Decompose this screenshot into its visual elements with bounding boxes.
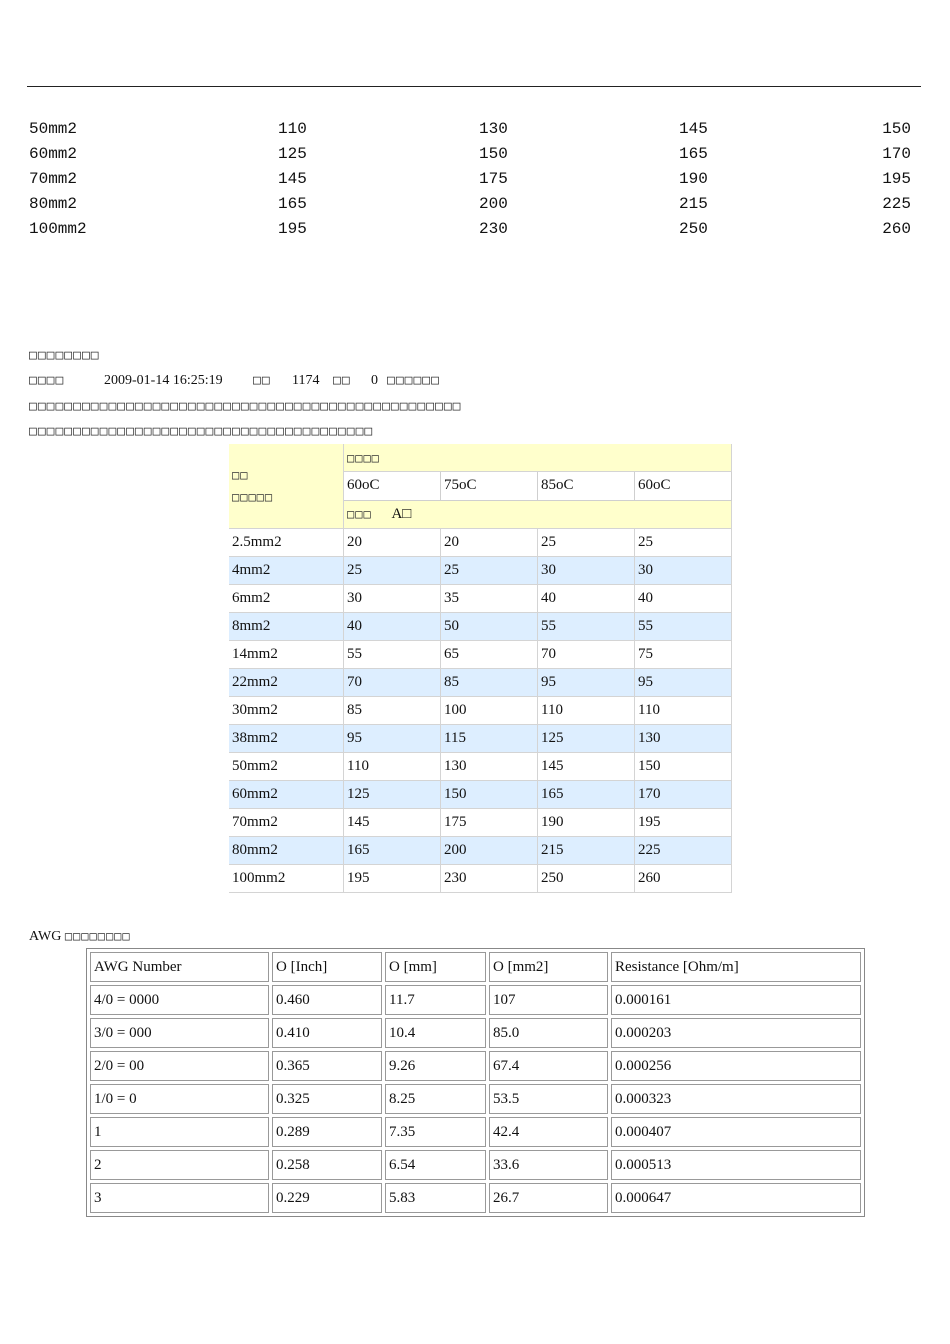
cell: 30 xyxy=(635,557,732,585)
article-paragraph-line: □□□□□□□□□□□□□□□□□□□□□□□□□□□□□□□□□□□□□□□ xyxy=(29,424,374,439)
cell: 200 xyxy=(479,195,508,213)
cell: 150 xyxy=(635,753,732,781)
cell: 9.26 xyxy=(385,1051,486,1081)
table-row xyxy=(90,1150,861,1180)
cell: 150 xyxy=(882,120,911,138)
table-row xyxy=(29,142,911,167)
cell: 115 xyxy=(441,725,538,753)
size-cell: 4mm2 xyxy=(229,557,344,585)
cell: 190 xyxy=(679,170,708,188)
cell: 0.000647 xyxy=(611,1183,861,1213)
row-header xyxy=(229,444,344,529)
cell: 70 xyxy=(344,669,441,697)
size-cell: 70mm2 xyxy=(229,809,344,837)
cell: 0.365 xyxy=(272,1051,382,1081)
cell: 110 xyxy=(635,697,732,725)
cell: 0.258 xyxy=(272,1150,382,1180)
cell: 20 xyxy=(441,529,538,557)
size-cell: 100mm2 xyxy=(229,865,344,893)
table-row xyxy=(229,585,732,613)
cell: 145 xyxy=(538,753,635,781)
cell: 95 xyxy=(344,725,441,753)
size-cell: 22mm2 xyxy=(229,669,344,697)
awg-title-glyphs: □□□□□□□□ xyxy=(64,929,131,943)
cell: 165 xyxy=(344,837,441,865)
table-row xyxy=(229,837,732,865)
cell: 26.7 xyxy=(489,1183,608,1213)
cell: 150 xyxy=(479,145,508,163)
cell: 0.000407 xyxy=(611,1117,861,1147)
cell: 2 xyxy=(90,1150,269,1180)
unit-glyphs: □□□ xyxy=(347,506,372,521)
table-row xyxy=(229,557,732,585)
size-cell: 38mm2 xyxy=(229,725,344,753)
cell: 20 xyxy=(344,529,441,557)
table-row xyxy=(229,753,732,781)
cell: 85 xyxy=(441,669,538,697)
view-count: 1174 xyxy=(292,373,320,388)
comments-suffix: □□□□□□ xyxy=(387,373,440,388)
cell: 170 xyxy=(635,781,732,809)
group-header: □□□□ xyxy=(344,444,732,472)
cell: 80mm2 xyxy=(29,195,78,213)
cell: 40 xyxy=(344,613,441,641)
top-ampacity-continuation xyxy=(29,117,911,242)
cell: 125 xyxy=(278,145,307,163)
awg-table xyxy=(86,948,865,1217)
cell: 67.4 xyxy=(489,1051,608,1081)
table-row xyxy=(29,167,911,192)
views-label: □□ xyxy=(253,373,271,388)
table-row xyxy=(90,1084,861,1114)
table-row xyxy=(29,192,911,217)
cell: 100 xyxy=(441,697,538,725)
cell: 170 xyxy=(882,145,911,163)
cell: 70mm2 xyxy=(29,170,78,188)
table-row xyxy=(29,117,911,142)
table-row xyxy=(90,1117,861,1147)
cell: 0.325 xyxy=(272,1084,382,1114)
cell: 3 xyxy=(90,1183,269,1213)
cell: 225 xyxy=(635,837,732,865)
cell: 0.000256 xyxy=(611,1051,861,1081)
awg-section-title xyxy=(29,929,131,945)
size-cell: 80mm2 xyxy=(229,837,344,865)
cell: 110 xyxy=(278,120,307,138)
cell: 65 xyxy=(441,641,538,669)
cell: 150 xyxy=(441,781,538,809)
cell: 165 xyxy=(278,195,307,213)
temp-header: 60oC xyxy=(635,472,732,500)
cell: 6.54 xyxy=(385,1150,486,1180)
table-row xyxy=(229,781,732,809)
cell: 75 xyxy=(635,641,732,669)
cell: 145 xyxy=(278,170,307,188)
cell: 0.000203 xyxy=(611,1018,861,1048)
cell: 95 xyxy=(538,669,635,697)
temp-header: 60oC xyxy=(344,472,441,500)
size-cell: 8mm2 xyxy=(229,613,344,641)
column-header: Resistance [Ohm/m] xyxy=(611,952,861,982)
cell: 145 xyxy=(679,120,708,138)
size-cell: 14mm2 xyxy=(229,641,344,669)
table-row xyxy=(90,985,861,1015)
cell: 70 xyxy=(538,641,635,669)
meta-label: □□□□ xyxy=(29,373,65,388)
cell: 1 xyxy=(90,1117,269,1147)
cell: 33.6 xyxy=(489,1150,608,1180)
cell: 85 xyxy=(344,697,441,725)
comments-label: □□ xyxy=(333,373,351,388)
column-header: AWG Number xyxy=(90,952,269,982)
cell: 55 xyxy=(635,613,732,641)
cell: 7.35 xyxy=(385,1117,486,1147)
cell: 10.4 xyxy=(385,1018,486,1048)
cell: 195 xyxy=(344,865,441,893)
cell: 2/0 = 00 xyxy=(90,1051,269,1081)
table-row xyxy=(90,1018,861,1048)
column-header: O [Inch] xyxy=(272,952,382,982)
cell: 85.0 xyxy=(489,1018,608,1048)
size-cell: 30mm2 xyxy=(229,697,344,725)
cell: 175 xyxy=(441,809,538,837)
cell: 3/0 = 000 xyxy=(90,1018,269,1048)
article-title: □□□□□□□□ xyxy=(29,348,100,363)
column-header: O [mm2] xyxy=(489,952,608,982)
cell: 25 xyxy=(635,529,732,557)
table-row xyxy=(229,529,732,557)
cell: 50 xyxy=(441,613,538,641)
cell: 130 xyxy=(479,120,508,138)
header-rule xyxy=(27,86,921,87)
cell: 60mm2 xyxy=(29,145,78,163)
cell: 8.25 xyxy=(385,1084,486,1114)
article-paragraph-line: □□□□□□□□□□□□□□□□□□□□□□□□□□□□□□□□□□□□□□□□□□□□□□□□□ xyxy=(29,399,462,414)
cell: 175 xyxy=(479,170,508,188)
cell: 215 xyxy=(679,195,708,213)
cell: 25 xyxy=(441,557,538,585)
cell: 0.000513 xyxy=(611,1150,861,1180)
cell: 195 xyxy=(882,170,911,188)
cell: 195 xyxy=(278,220,307,238)
cell: 230 xyxy=(479,220,508,238)
temp-header: 85oC xyxy=(538,472,635,500)
table-row xyxy=(29,217,911,242)
cell: 125 xyxy=(344,781,441,809)
cell: 0.410 xyxy=(272,1018,382,1048)
cell: 250 xyxy=(679,220,708,238)
cell: 260 xyxy=(882,220,911,238)
awg-title-prefix: AWG xyxy=(29,929,62,944)
cell: 200 xyxy=(441,837,538,865)
table-header-row xyxy=(90,952,861,982)
cell: 55 xyxy=(344,641,441,669)
cell: 195 xyxy=(635,809,732,837)
cell: 125 xyxy=(538,725,635,753)
table-row xyxy=(229,725,732,753)
cell: 0.229 xyxy=(272,1183,382,1213)
cell: 130 xyxy=(441,753,538,781)
table-row xyxy=(229,613,732,641)
size-cell: 2.5mm2 xyxy=(229,529,344,557)
size-cell: 60mm2 xyxy=(229,781,344,809)
cell: 165 xyxy=(679,145,708,163)
temp-header: 75oC xyxy=(441,472,538,500)
cell: 25 xyxy=(538,529,635,557)
cell: 145 xyxy=(344,809,441,837)
unit-label: A□ xyxy=(391,505,412,522)
unit-header xyxy=(344,500,732,528)
cell: 0.460 xyxy=(272,985,382,1015)
cell: 107 xyxy=(489,985,608,1015)
cell: 11.7 xyxy=(385,985,486,1015)
cell: 95 xyxy=(635,669,732,697)
cell: 260 xyxy=(635,865,732,893)
cell: 40 xyxy=(635,585,732,613)
cell: 1/0 = 0 xyxy=(90,1084,269,1114)
row-header-line: □□□□□ xyxy=(232,490,274,504)
table-row xyxy=(229,809,732,837)
cell: 250 xyxy=(538,865,635,893)
size-cell: 50mm2 xyxy=(229,753,344,781)
cell: 35 xyxy=(441,585,538,613)
comment-count: 0 xyxy=(371,373,378,388)
cell: 165 xyxy=(538,781,635,809)
cell: 190 xyxy=(538,809,635,837)
cell: 215 xyxy=(538,837,635,865)
cell: 110 xyxy=(538,697,635,725)
cell: 40 xyxy=(538,585,635,613)
cell: 0.000161 xyxy=(611,985,861,1015)
table-row xyxy=(229,669,732,697)
column-header: O [mm] xyxy=(385,952,486,982)
cell: 5.83 xyxy=(385,1183,486,1213)
cell: 30 xyxy=(538,557,635,585)
table-row xyxy=(229,697,732,725)
table-row xyxy=(229,641,732,669)
row-header-line: □□ xyxy=(232,468,249,482)
cell: 55 xyxy=(538,613,635,641)
cell: 100mm2 xyxy=(29,220,87,238)
cell: 4/0 = 0000 xyxy=(90,985,269,1015)
table-row xyxy=(90,1051,861,1081)
cell: 53.5 xyxy=(489,1084,608,1114)
cell: 130 xyxy=(635,725,732,753)
table-row xyxy=(229,865,732,893)
ampacity-table xyxy=(229,444,732,893)
cell: 0.000323 xyxy=(611,1084,861,1114)
cell: 30 xyxy=(344,585,441,613)
cell: 0.289 xyxy=(272,1117,382,1147)
table-row xyxy=(90,1183,861,1213)
cell: 110 xyxy=(344,753,441,781)
article-date: 2009-01-14 16:25:19 xyxy=(104,373,223,388)
cell: 230 xyxy=(441,865,538,893)
size-cell: 6mm2 xyxy=(229,585,344,613)
cell: 50mm2 xyxy=(29,120,78,138)
cell: 42.4 xyxy=(489,1117,608,1147)
cell: 25 xyxy=(344,557,441,585)
cell: 225 xyxy=(882,195,911,213)
